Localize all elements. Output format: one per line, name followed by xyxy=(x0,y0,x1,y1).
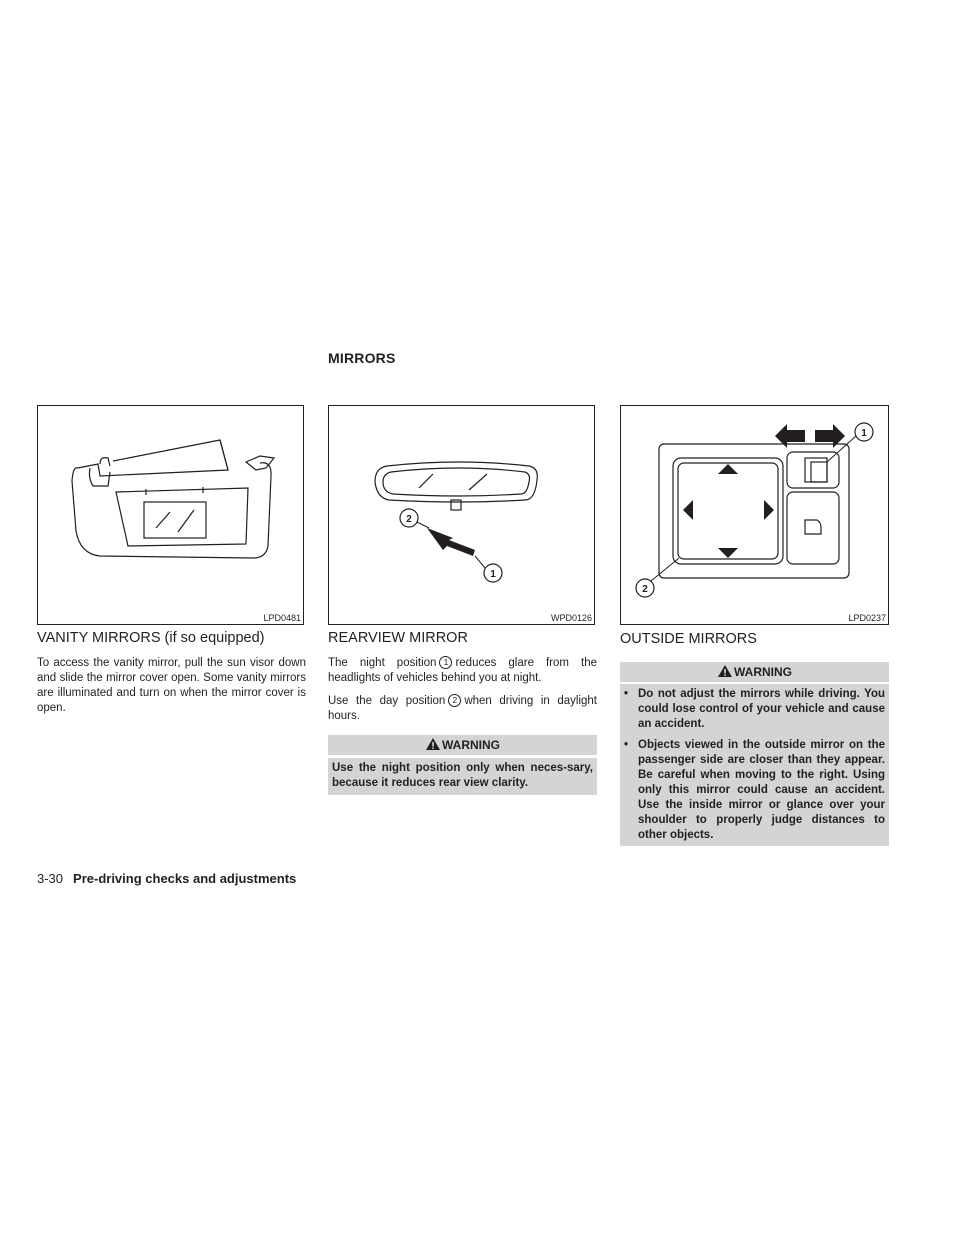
warning-title: WARNING xyxy=(442,738,500,752)
outside-mirror-figure xyxy=(620,405,889,625)
outside-mirrors-heading: OUTSIDE MIRRORS xyxy=(620,631,757,647)
section-title: MIRRORS xyxy=(328,350,396,366)
warning-text: Use the night position only when neces-sary, because it reduces rear view clarity. xyxy=(332,762,593,789)
sun-visor-illustration xyxy=(38,406,305,626)
mirror-control-illustration xyxy=(621,406,890,626)
position-1-badge: 1 xyxy=(439,656,452,669)
outside-warning-header xyxy=(620,662,889,682)
rearview-mirror-body xyxy=(328,656,597,732)
rearview-mirror-heading: REARVIEW MIRROR xyxy=(328,630,468,646)
callout-1: 1 xyxy=(861,428,867,439)
warning-icon xyxy=(717,664,733,678)
vanity-mirror-figure xyxy=(37,405,304,625)
warning-icon xyxy=(425,737,441,751)
rearview-mirror-illustration xyxy=(329,406,598,626)
rearview-warning-body xyxy=(328,758,597,795)
callout-1: 1 xyxy=(490,569,496,580)
paragraph: To access the vanity mirror, pull the sun visor down and slide the mirror cover open. Some vanity mirrors are illuminated and turn on when the mirror cover is open. xyxy=(37,657,306,714)
warning-item: • Objects viewed in the outside mirror on the passenger side are closer than they appear. Be careful when moving to the right. Using only this mirror could cause an accident. Use the inside mirror or glance over your shoulder to properly judge distances to other objects. xyxy=(624,738,885,843)
page-footer xyxy=(37,871,296,886)
position-2-badge: 2 xyxy=(448,694,461,707)
rearview-warning-header xyxy=(328,735,597,755)
figure-code: LPD0237 xyxy=(848,613,886,623)
heading-main: VANITY MIRRORS ( xyxy=(37,630,170,646)
paragraph-day: Use the day position 2 when driving in daylight hours. xyxy=(328,695,597,722)
paragraph-night: The night position 1 reduces glare from the headlights of vehicles behind you at night. xyxy=(328,657,597,684)
outside-warning-body xyxy=(620,684,889,846)
warning-item: • Do not adjust the mirrors while driving. You could lose control of your vehicle and cause an accident. xyxy=(624,687,885,732)
callout-2: 2 xyxy=(406,514,412,525)
warning-list xyxy=(624,687,885,843)
vanity-mirrors-body xyxy=(37,656,306,724)
figure-code: LPD0481 xyxy=(263,613,301,623)
heading-qualifier: if so equipped) xyxy=(169,630,265,646)
page-number: 3-30 xyxy=(37,871,64,886)
rearview-mirror-figure xyxy=(328,405,595,625)
warning-title: WARNING xyxy=(734,665,792,679)
chapter-title: Pre-driving checks and adjustments xyxy=(73,871,297,886)
vanity-mirrors-heading xyxy=(37,630,265,646)
callout-2: 2 xyxy=(642,584,648,595)
figure-code: WPD0126 xyxy=(550,613,592,623)
